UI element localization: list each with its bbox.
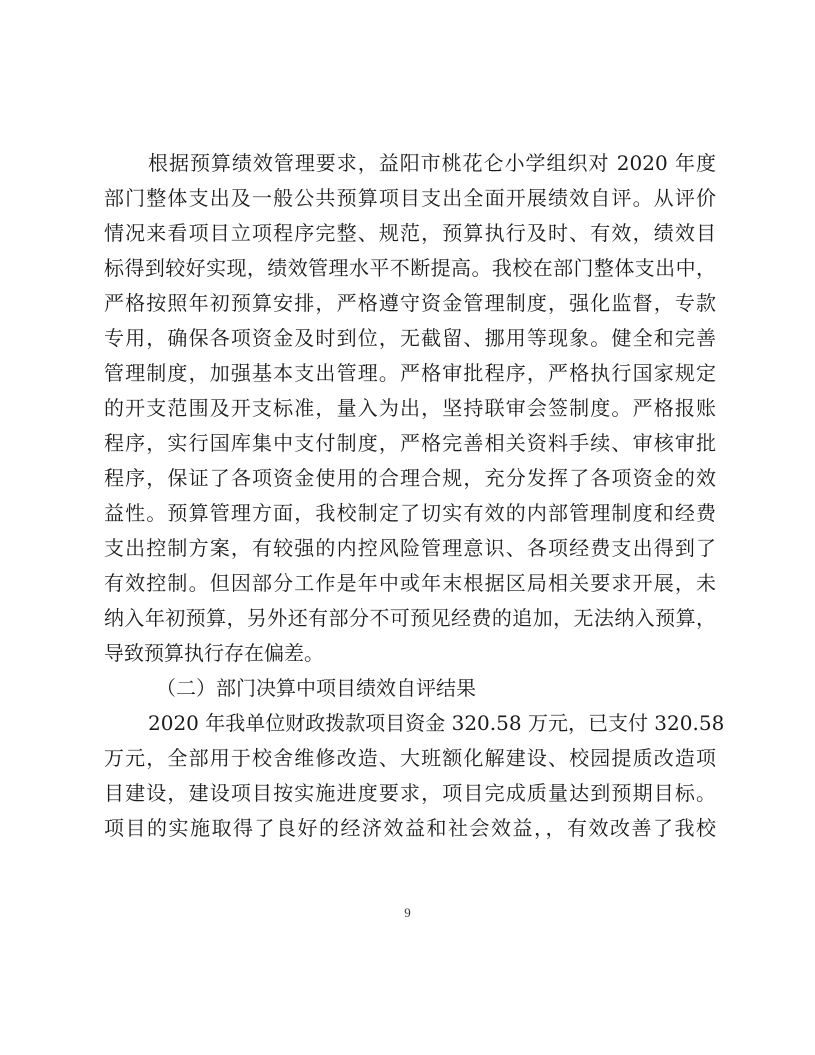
page-number: 9: [404, 905, 411, 920]
paragraph-line: 部门整体支出及一般公共预算项目支出全面开展绩效自评。从评价: [104, 186, 716, 210]
paragraph-line: 的开支范围及开支标准，量入为出，坚持联审会签制度。严格报账: [104, 396, 716, 420]
paragraph-line: 有效控制。但因部分工作是年中或年末根据区局相关要求开展，未: [104, 571, 716, 595]
paragraph-line: 专用，确保各项资金及时到位，无截留、挪用等现象。健全和完善: [104, 326, 716, 350]
paragraph-line: 严格按照年初预算安排，严格遵守资金管理制度，强化监督，专款: [104, 291, 716, 315]
section-heading: （二）部门决算中项目绩效自评结果: [156, 676, 476, 700]
paragraph-project-results: [104, 706, 725, 846]
paragraph-line: 万元，全部用于校舍维修改造、大班额化解建设、校园提质改造项: [104, 746, 716, 770]
paragraph-line: 项目的实施取得了良好的经济效益和社会效益，，有效改善了我校: [104, 816, 716, 840]
paragraph-line: 支出控制方案，有较强的内控风险管理意识、各项经费支出得到了: [104, 536, 716, 560]
paragraph-line: 导致预算执行存在偏差。: [104, 641, 324, 665]
paragraph-line: 益性。预算管理方面，我校制定了切实有效的内部管理制度和经费: [104, 501, 716, 525]
paragraph-line: 标得到较好实现，绩效管理水平不断提高。我校在部门整体支出中，: [104, 256, 716, 280]
paragraph-line: 程序，保证了各项资金使用的合理合规，充分发挥了各项资金的效: [104, 466, 716, 490]
paragraph-line: 根据预算绩效管理要求，益阳市桃花仑小学组织对 2020 年度: [148, 151, 716, 175]
paragraph-line: 2020 年我单位财政拨款项目资金 320.58 万元，已支付 320.58: [148, 711, 725, 735]
paragraph-budget-evaluation: [104, 146, 716, 671]
paragraph-line: 程序，实行国库集中支付制度，严格完善相关资料手续、审核审批: [104, 431, 716, 455]
paragraph-line: 情况来看项目立项程序完整、规范，预算执行及时、有效，绩效目: [104, 221, 716, 245]
body-text: [104, 146, 725, 846]
paragraph-line: 管理制度，加强基本支出管理。严格审批程序，严格执行国家规定: [104, 361, 716, 385]
paragraph-line: 纳入年初预算，另外还有部分不可预见经费的追加，无法纳入预算，: [104, 606, 716, 630]
paragraph-line: 目建设，建设项目按实施进度要求，项目完成质量达到预期目标。: [104, 781, 716, 805]
